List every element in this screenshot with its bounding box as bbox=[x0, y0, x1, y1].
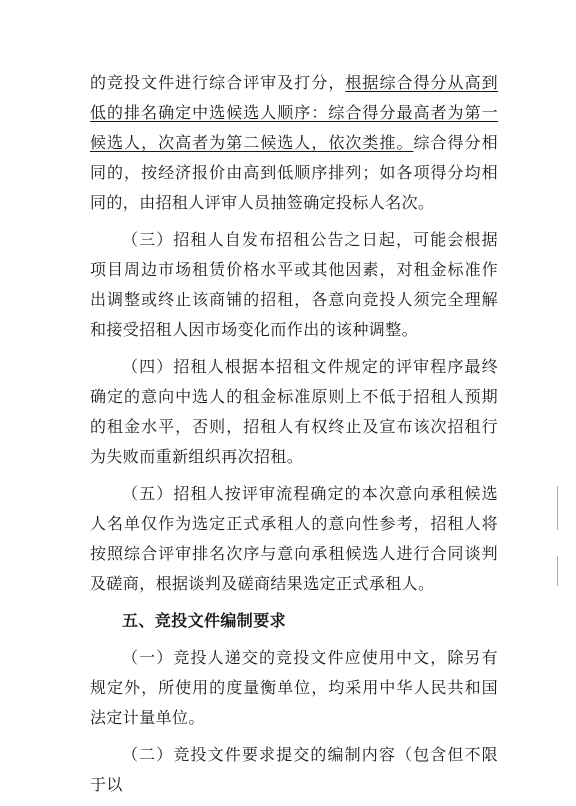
binding-margin-mark-upper bbox=[557, 486, 570, 530]
binding-margin-mark-lower bbox=[557, 556, 570, 586]
paragraph-rent-standard: （四）招租人根据本招租文件规定的评审程序最终确定的意向中选人的租金标准原则上不低于招租人预期的租金水平，否则，招租人有权终止及宣布该次招租行为失败而重新组织再次招租。 bbox=[90, 357, 498, 466]
paragraph-evaluation-ranking bbox=[90, 68, 498, 218]
evaluation-text-end: 综合得分相同的，按经济报价由高到低顺序排列；如各项得分均相同的，由招租人评审人员抽签确定投标人名次。 bbox=[90, 133, 498, 212]
section-heading: 五、竞投文件编制要求 bbox=[122, 611, 287, 630]
document-body bbox=[90, 68, 498, 800]
evaluation-text-start: 的竞投文件进行综合评审及打分， bbox=[90, 73, 346, 92]
underlined-ranking-rule: 根据综合得分从高到低的排名确定中选候选人顺序：综合得分最高者为第一候选人，次高者为第二候选人，依次类推。 bbox=[90, 73, 498, 152]
paragraph-language-units: （一）竞投人递交的竞投文件应使用中文，除另有规定外，所使用的度量衡单位，均采用中华人民共和国法定计量单位。 bbox=[90, 648, 498, 727]
paragraph-content-requirements: （二）竞投文件要求提交的编制内容（包含但不限于以 bbox=[90, 745, 498, 794]
paragraph-candidate-list: （五）招租人按评审流程确定的本次意向承租候选人名单仅作为选定正式承租人的意向性参考，招租人将按照综合评审排名次序与意向承租候选人进行合同谈判及磋商，根据谈判及磋商结果选定正式承租人。 bbox=[90, 484, 498, 593]
paragraph-rent-adjustment: （三）招租人自发布招租公告之日起，可能会根据项目周边市场租赁价格水平或其他因素，对租金标准作出调整或终止该商铺的招租，各意向竞投人须完全理解和接受招租人因市场变化而作出的该种调整。 bbox=[90, 230, 498, 339]
